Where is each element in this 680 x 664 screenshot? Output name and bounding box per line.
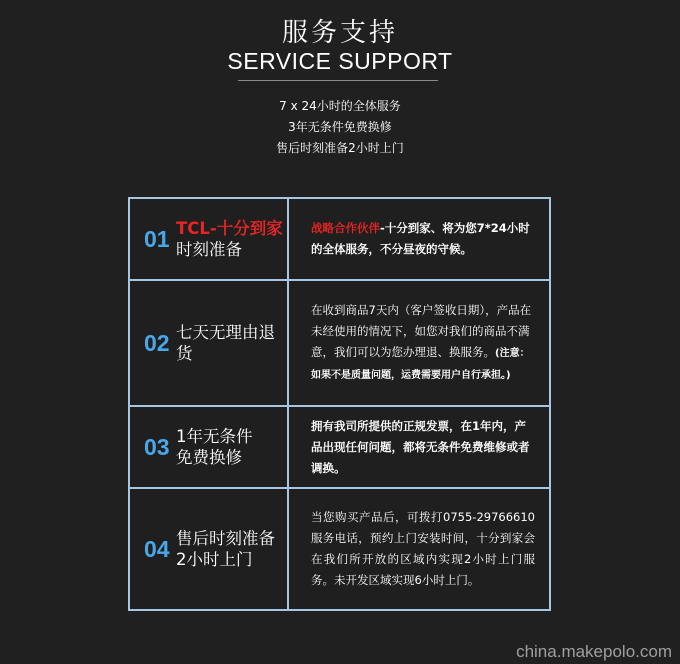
service-row-1-desc-cell — [289, 199, 549, 279]
row-description-note: (注意：如果不是质量问题，运费需要用户自行承担。) — [311, 348, 530, 381]
row-description: 当您购买产品后，可拨打0755-29766610服务电话，预约上门安装时间，十分到家会在我们所开放的区域内实现2小时上门服务。未开发区域实现6小时上门。 — [311, 510, 535, 587]
row-description — [311, 300, 535, 386]
watermark: china.makepolo.com — [516, 642, 672, 661]
row-title-highlight: TCL-十分到家 — [176, 219, 283, 238]
row-title — [176, 218, 283, 260]
row-number: 03 — [144, 433, 170, 460]
tagline-1: 7 x 24小时的全体服务 — [279, 99, 401, 113]
service-row-3-title-cell — [130, 407, 287, 487]
row-title: 1年无条件免费换修 — [176, 427, 253, 467]
row-description: 拥有我司所提供的正规发票，在1年内，产品出现任何问题，都将无条件免费维修或者调换。 — [311, 418, 530, 475]
row-number: 02 — [144, 329, 170, 356]
page-title: 服务支持 — [281, 18, 398, 48]
row-description-main: 在收到商品7天内（客户签收日期），产品在未经使用的情况下，如您对我们的商品不满意，我们可以为您办理退、换服务。 — [311, 303, 532, 359]
row-title: 七天无理由退货 — [176, 323, 275, 363]
page-subtitle: SERVICE SUPPORT — [227, 48, 453, 74]
row-title: 售后时刻准备2小时上门 — [176, 529, 275, 569]
service-row-4-title-cell — [130, 489, 287, 609]
tagline-3: 售后时刻准备2小时上门 — [276, 141, 404, 155]
row-description-highlight: 战略合作伙伴 — [311, 221, 380, 235]
service-row-1-title-cell — [130, 199, 287, 279]
service-table — [128, 197, 551, 611]
service-row-4-desc-cell — [289, 489, 549, 609]
row-number: 04 — [144, 535, 170, 562]
tagline-2: 3年无条件免费换修 — [288, 120, 392, 134]
service-row-2-title-cell — [130, 281, 287, 405]
row-title-rest: 时刻准备 — [176, 240, 242, 259]
service-row-2-desc-cell — [289, 281, 549, 405]
service-row-3-desc-cell — [289, 407, 549, 487]
row-number: 01 — [144, 225, 170, 252]
row-description-rest: -十分到家、将为您7*24小时的全体服务，不分昼夜的守候。 — [311, 221, 530, 256]
row-description — [311, 218, 535, 260]
title-divider — [238, 80, 438, 81]
